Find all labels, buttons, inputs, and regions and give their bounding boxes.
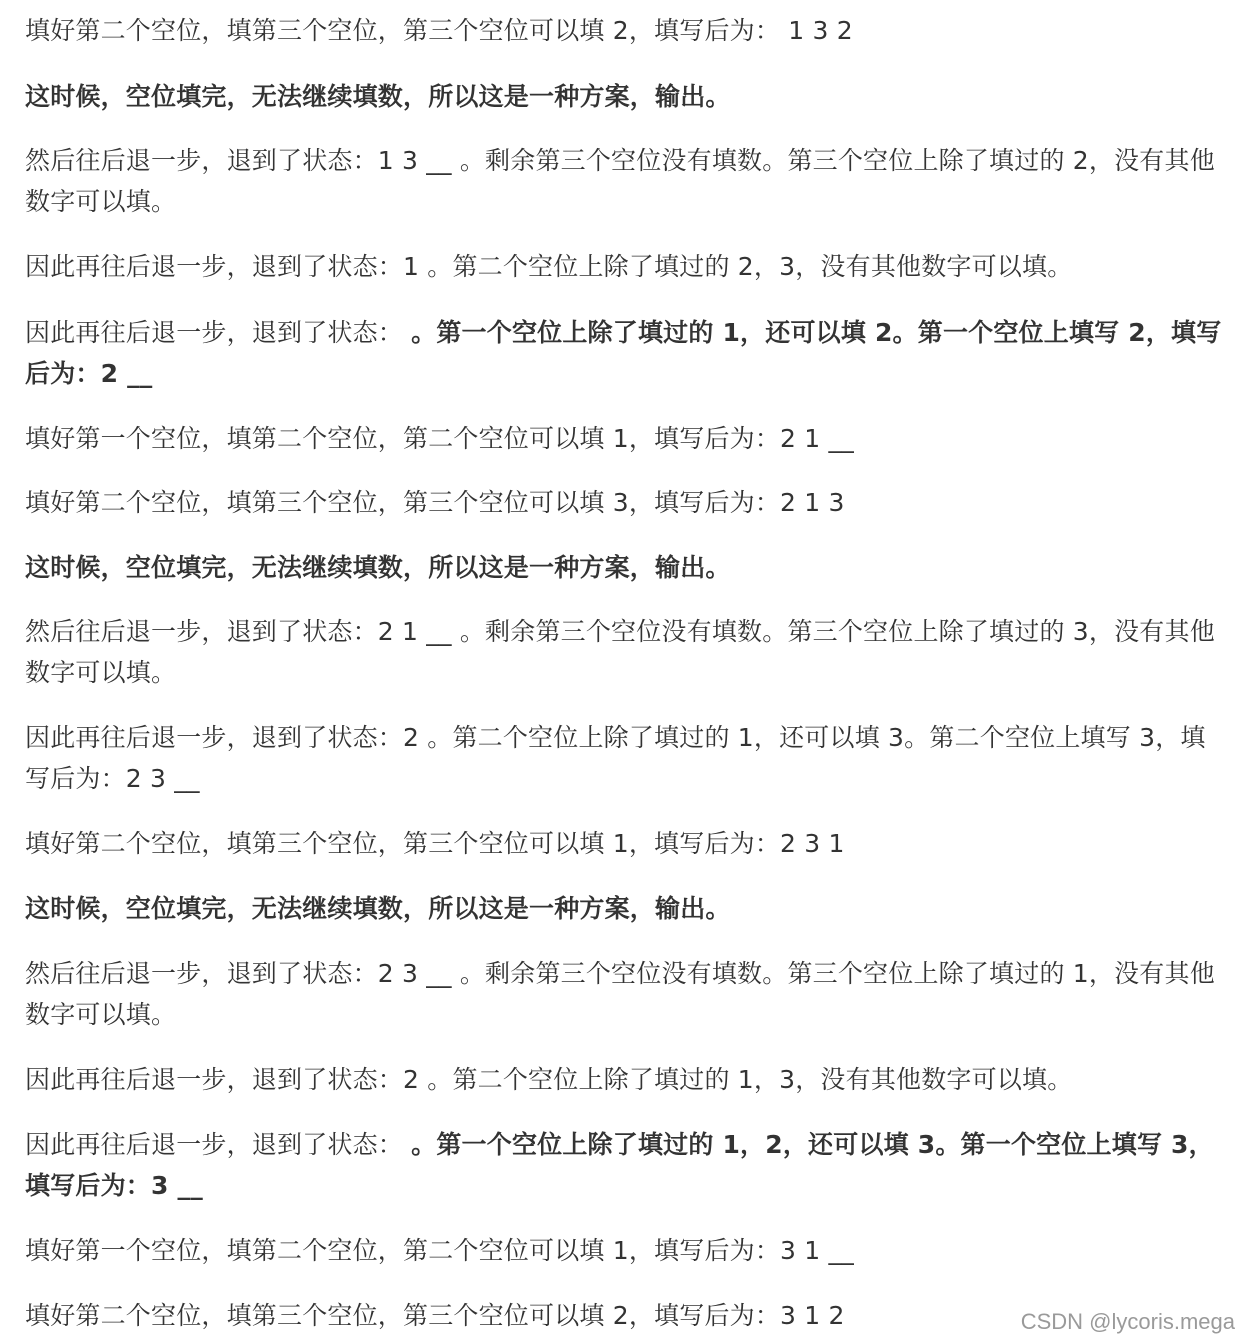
paragraph-text: 填好第一个空位，填第二个空位，第二个空位可以填 1，填写后为：2 1 __ bbox=[25, 424, 854, 453]
paragraph-text: 因此再往后退一步，退到了状态： bbox=[25, 318, 412, 347]
paragraph-bold-text: 这时候，空位填完，无法继续填数，所以这是一种方案，输出。 bbox=[25, 82, 731, 111]
paragraph-bold-text: 。第一个空位上除了填过的 1，2，还可以填 3。第一个空位上填写 3，填写后为：3 __ bbox=[25, 1130, 1214, 1200]
paragraph-7 bbox=[25, 482, 1230, 523]
paragraph-text: 因此再往后退一步，退到了状态：2 。第二个空位上除了填过的 1，还可以填 3。第二个空位上填写 3，填写后为：2 3 __ bbox=[25, 723, 1206, 793]
paragraph-text: 填好第二个空位，填第三个空位，第三个空位可以填 2，填写后为： 1 3 2 bbox=[25, 16, 853, 45]
paragraph-bold-text: 这时候，空位填完，无法继续填数，所以这是一种方案，输出。 bbox=[25, 553, 731, 582]
paragraph-1 bbox=[25, 10, 1230, 51]
paragraph-8 bbox=[25, 547, 1230, 588]
paragraph-text: 填好第二个空位，填第三个空位，第三个空位可以填 1，填写后为：2 3 1 bbox=[25, 829, 845, 858]
paragraph-3 bbox=[25, 140, 1230, 222]
paragraph-12 bbox=[25, 888, 1230, 929]
paragraph-text: 然后往后退一步，退到了状态：2 3 __ 。剩余第三个空位没有填数。第三个空位上除了填过的 1，没有其他数字可以填。 bbox=[25, 959, 1215, 1029]
csdn-watermark: CSDN @lycoris.mega bbox=[1020, 1309, 1235, 1334]
paragraph-4 bbox=[25, 246, 1230, 287]
paragraph-bold-text: 这时候，空位填完，无法继续填数，所以这是一种方案，输出。 bbox=[25, 894, 731, 923]
paragraph-10 bbox=[25, 717, 1230, 799]
paragraph-14 bbox=[25, 1059, 1230, 1100]
paragraph-bold-text: 。第一个空位上除了填过的 1，还可以填 2。第一个空位上填写 2，填写后为：2 __ bbox=[25, 318, 1222, 388]
paragraph-9 bbox=[25, 611, 1230, 693]
paragraph-6 bbox=[25, 418, 1230, 459]
paragraph-15 bbox=[25, 1124, 1230, 1206]
paragraph-text: 填好第二个空位，填第三个空位，第三个空位可以填 3，填写后为：2 1 3 bbox=[25, 488, 845, 517]
paragraph-text: 因此再往后退一步，退到了状态： bbox=[25, 1130, 412, 1159]
paragraph-5 bbox=[25, 312, 1230, 394]
paragraph-13 bbox=[25, 953, 1230, 1035]
paragraph-2 bbox=[25, 76, 1230, 117]
paragraph-text: 因此再往后退一步，退到了状态：1 。第二个空位上除了填过的 2，3，没有其他数字可以填。 bbox=[25, 252, 1073, 281]
paragraph-text: 然后往后退一步，退到了状态：1 3 __ 。剩余第三个空位没有填数。第三个空位上除了填过的 2，没有其他数字可以填。 bbox=[25, 146, 1215, 216]
paragraph-text: 然后往后退一步，退到了状态：2 1 __ 。剩余第三个空位没有填数。第三个空位上除了填过的 3，没有其他数字可以填。 bbox=[25, 617, 1215, 687]
paragraph-16 bbox=[25, 1230, 1230, 1271]
paragraph-text: 因此再往后退一步，退到了状态：2 。第二个空位上除了填过的 1，3，没有其他数字可以填。 bbox=[25, 1065, 1073, 1094]
paragraph-text: 填好第二个空位，填第三个空位，第三个空位可以填 2，填写后为：3 1 2 bbox=[25, 1301, 845, 1330]
paragraph-11 bbox=[25, 823, 1230, 864]
paragraph-text: 填好第一个空位，填第二个空位，第二个空位可以填 1，填写后为：3 1 __ bbox=[25, 1236, 854, 1265]
